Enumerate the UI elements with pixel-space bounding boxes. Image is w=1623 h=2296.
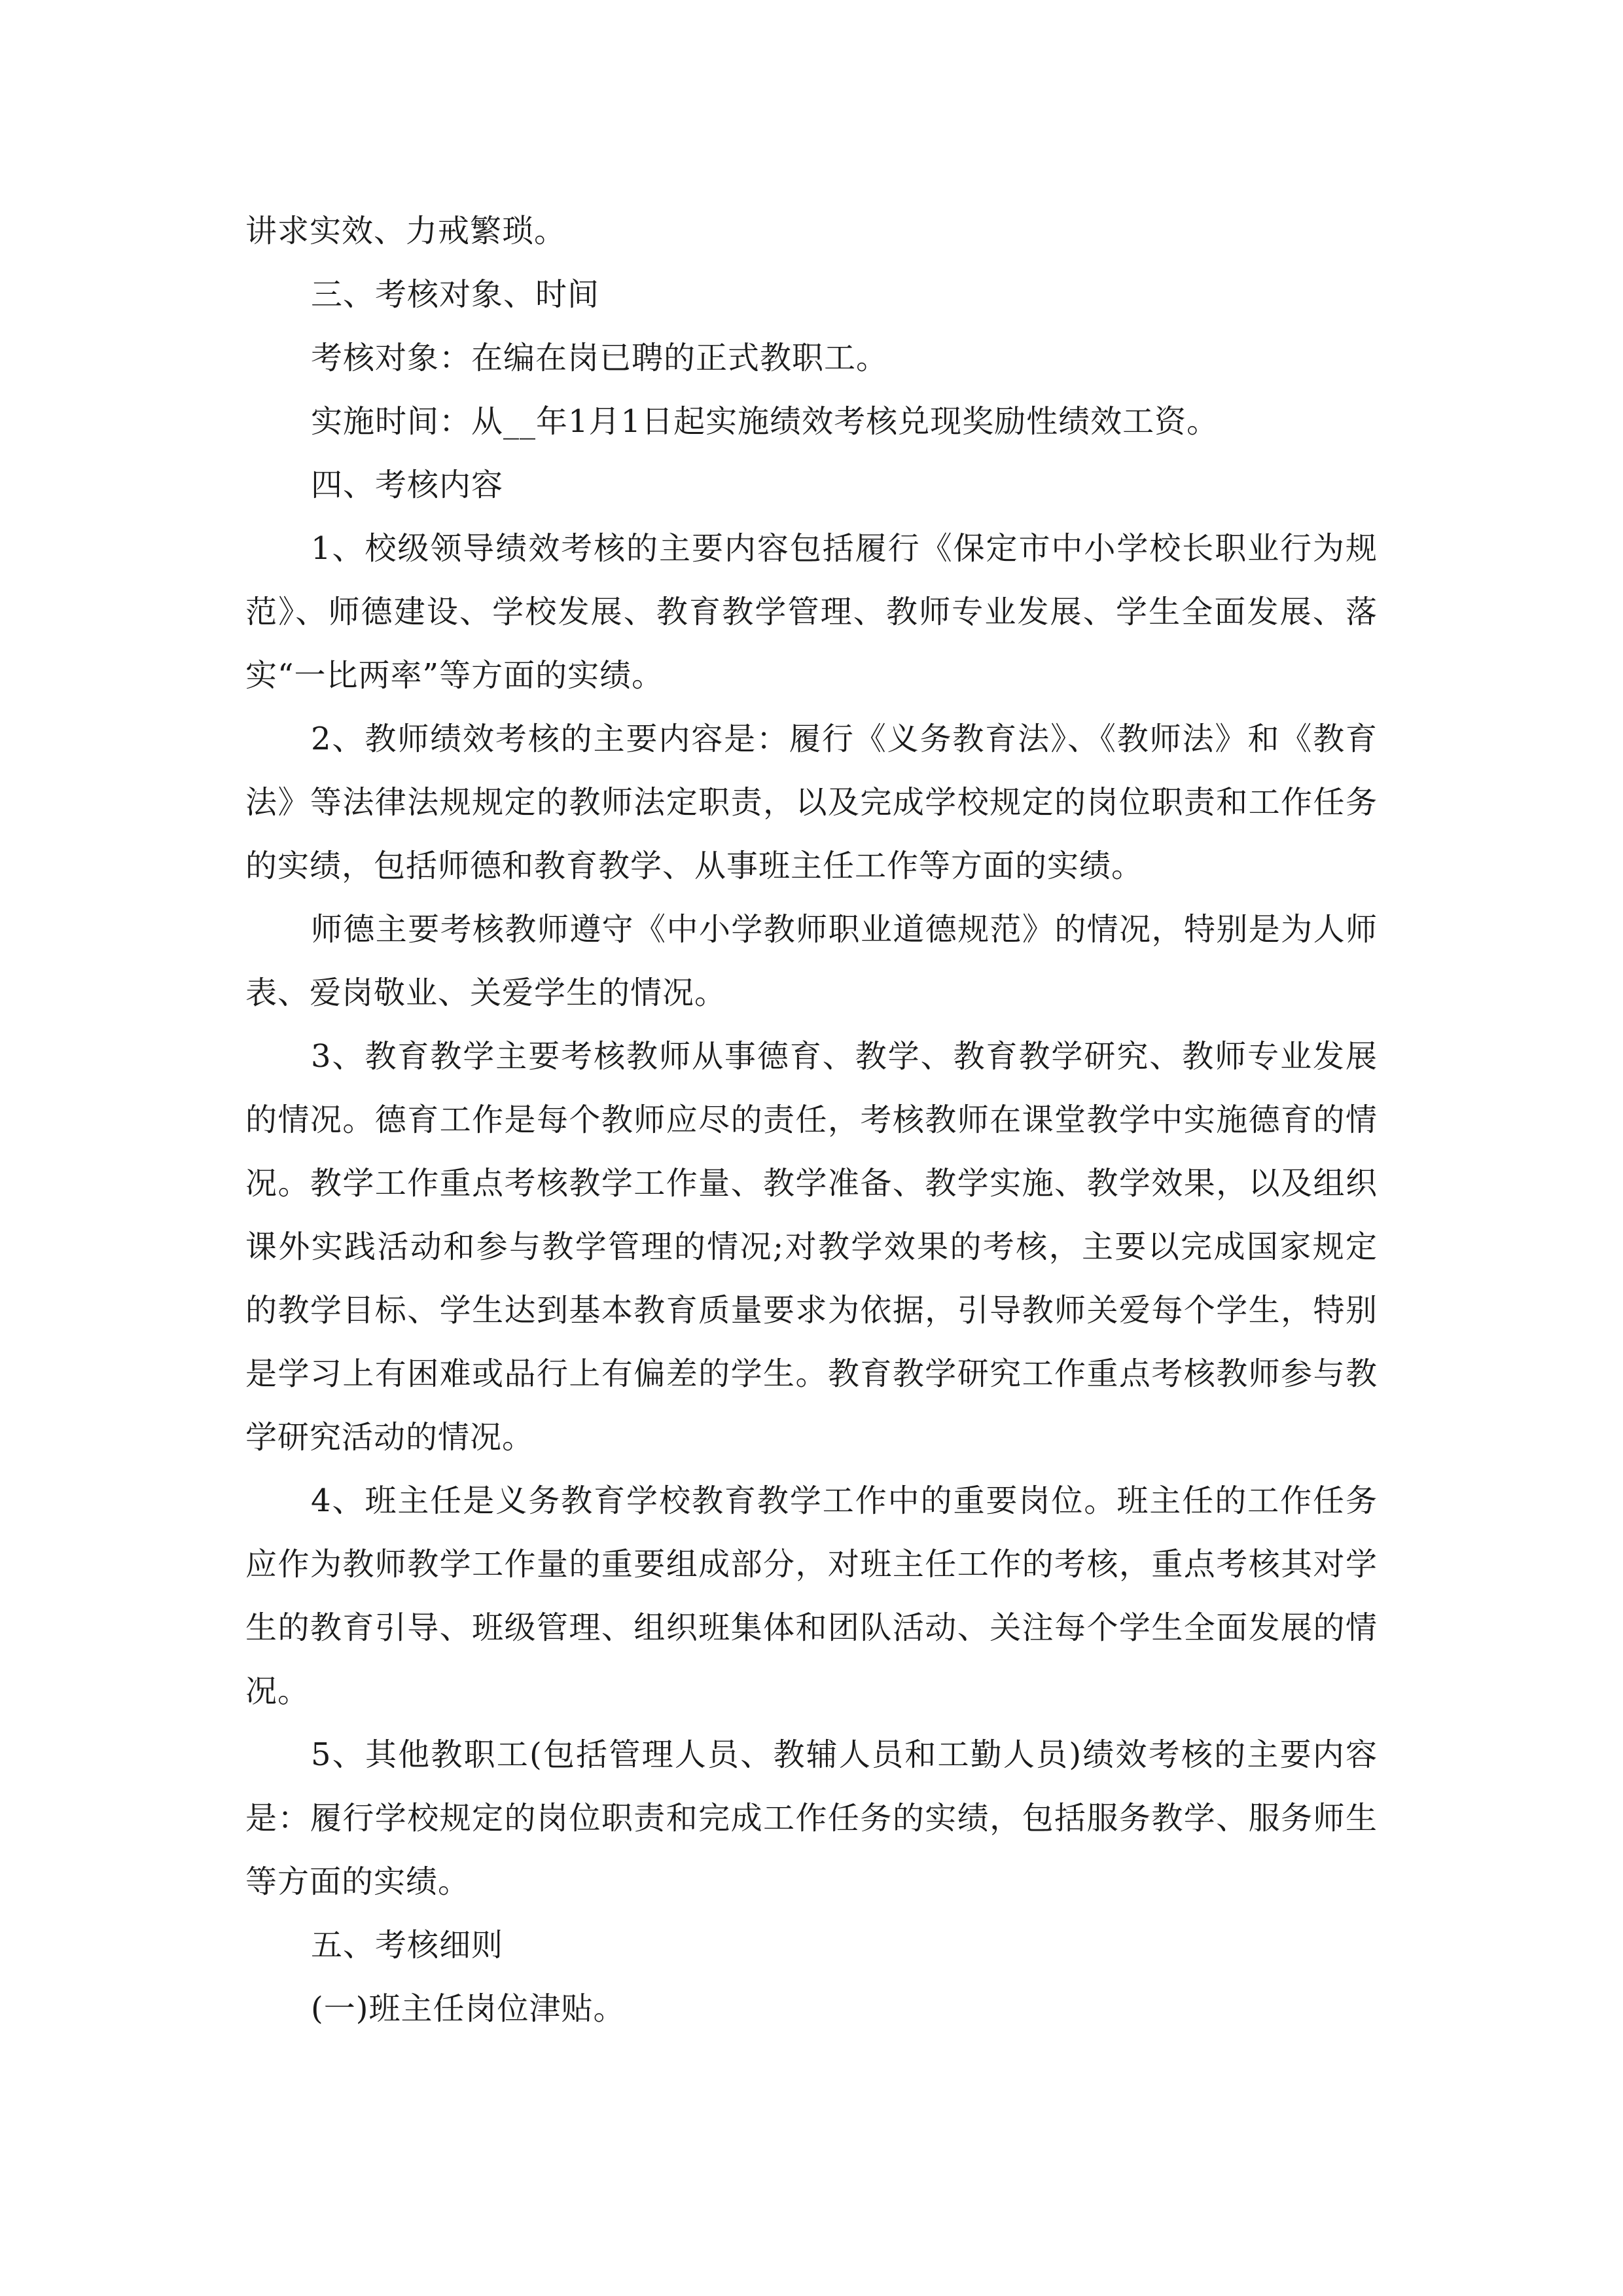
paragraph-item-2: 2、教师绩效考核的主要内容是：履行《义务教育法》、《教师法》和《教育法》等法律法规规定的教师法定职责，以及完成学校规定的岗位职责和工作任务的实绩，包括师德和教育教学、从事班主任工作等方面的实绩。 (245, 721, 1378, 884)
paragraph-item-3: 3、教育教学主要考核教师从事德育、教学、教育教学研究、教师专业发展的情况。德育工作是每个教师应尽的责任，考核教师在课堂教学中实施德育的情况。教学工作重点考核教学工作量、教学准备、教学实施、教学效果，以及组织课外实践活动和参与教学管理的情况;对教学效果的考核，主要以完成国家规定的教学目标、学生达到基本教育质量要求为依据，引导教师关爱每个学生，特别是学习上有困难或品行上有偏差的学生。教育教学研究工作重点考核教师参与教学研究活动的情况。 (245, 1038, 1378, 1456)
paragraph-item-1: 1、校级领导绩效考核的主要内容包括履行《保定市中小学校长职业行为规范》、师德建设、学校发展、教育教学管理、教师专业发展、学生全面发展、落实“一比两率”等方面的实绩。 (245, 530, 1378, 694)
paragraph-item-5: 5、其他教职工(包括管理人员、教辅人员和工勤人员)绩效考核的主要内容是：履行学校规定的岗位职责和完成工作任务的实绩，包括服务教学、服务师生等方面的实绩。 (245, 1736, 1378, 1900)
document-body (245, 200, 1378, 2041)
subsection-heading-1: (一)班主任岗位津贴。 (311, 1990, 626, 2027)
paragraph-time: 实施时间：从__年1月1日起实施绩效考核兑现奖励性绩效工资。 (311, 403, 1219, 440)
paragraph-item-4: 4、班主任是义务教育学校教育教学工作中的重要岗位。班主任的工作任务应作为教师教学工作量的重要组成部分，对班主任工作的考核，重点考核其对学生的教育引导、班级管理、组织班集体和团队活动、关注每个学生全面发展的情况。 (245, 1482, 1378, 1710)
paragraph-target: 考核对象：在编在岗已聘的正式教职工。 (311, 340, 889, 376)
section-heading-4: 四、考核内容 (311, 467, 504, 503)
paragraph-ethics: 师德主要考核教师遵守《中小学教师职业道德规范》的情况，特别是为人师表、爱岗敬业、关爱学生的情况。 (245, 911, 1378, 1011)
section-heading-5: 五、考核细则 (311, 1927, 504, 1964)
paragraph-continuation: 讲求实效、力戒繁琐。 (245, 213, 567, 249)
section-heading-3: 三、考核对象、时间 (311, 276, 600, 313)
